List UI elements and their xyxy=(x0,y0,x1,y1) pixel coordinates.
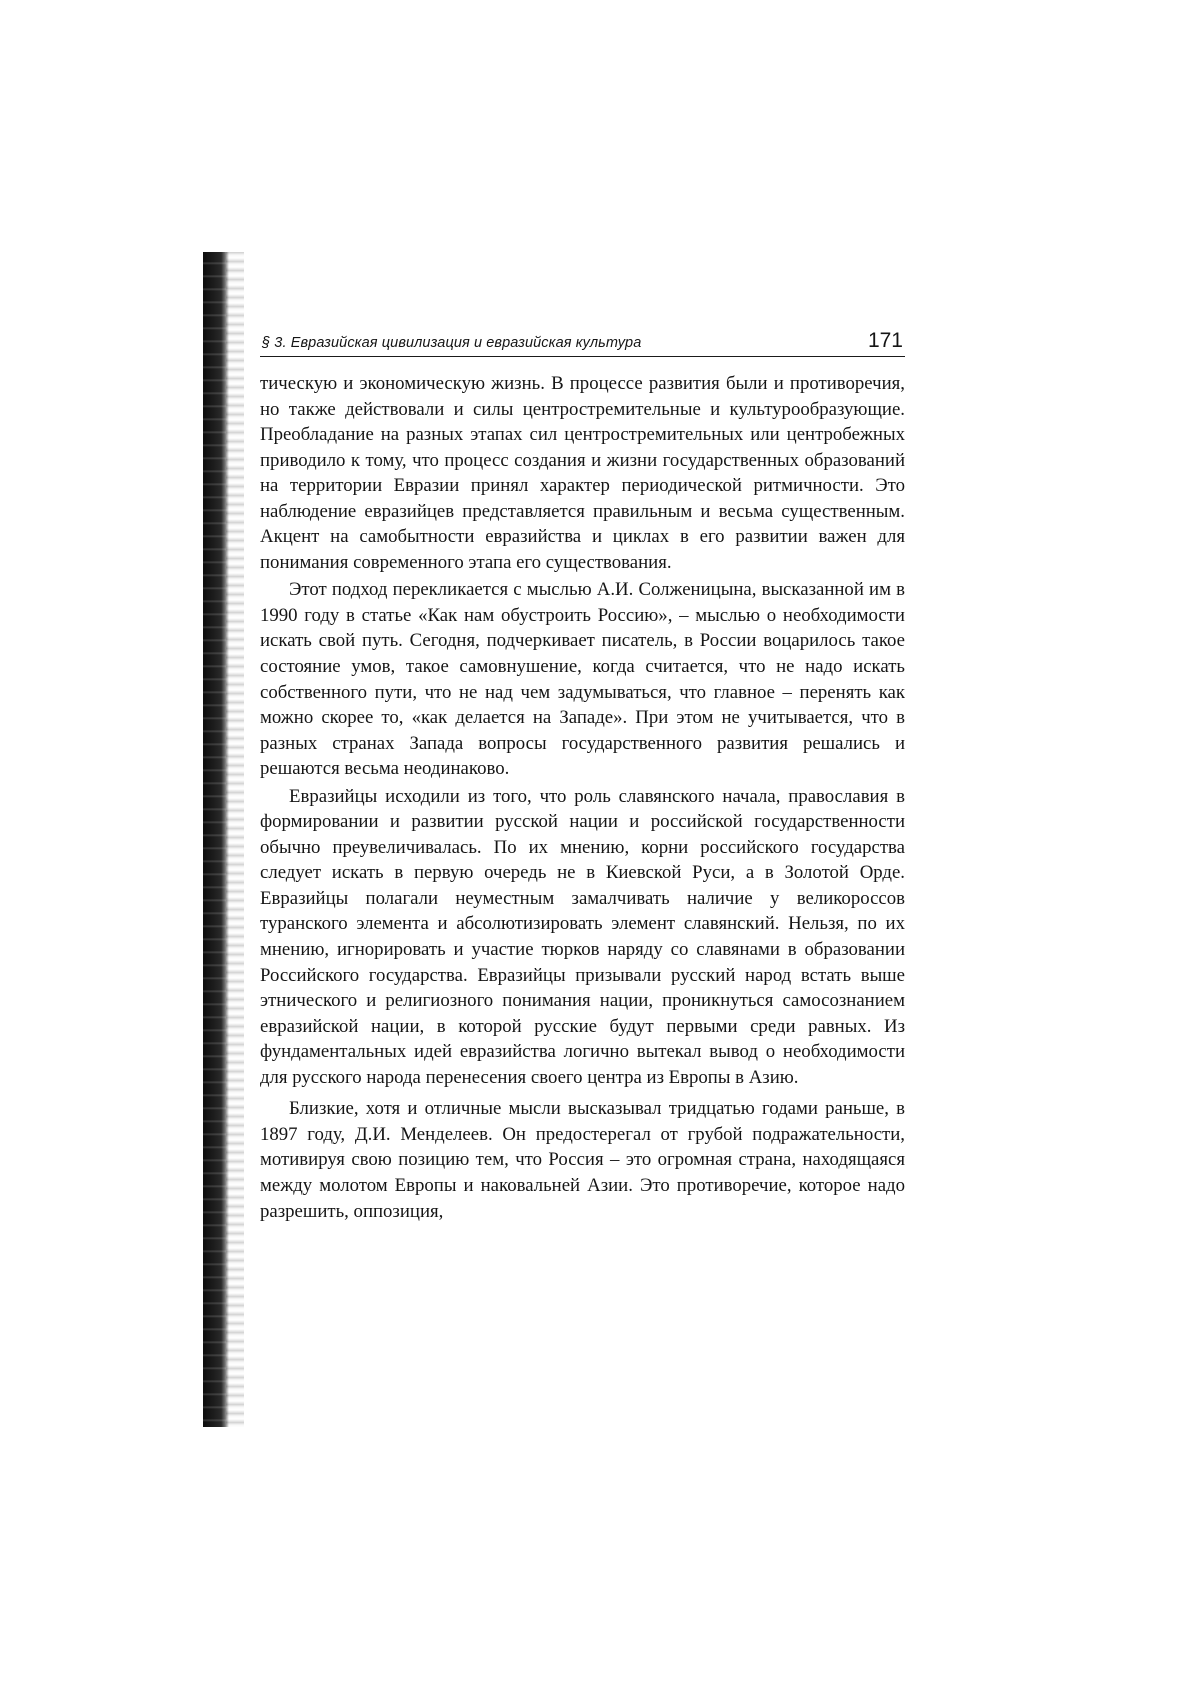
page-number: 171 xyxy=(867,329,903,352)
paragraph-4: Близкие, хотя и отличные мысли высказывал тридцатью годами раньше, в 1897 году, Д.И. Менделеев. Он предостерегал от грубой подражательности, мотивируя свою позицию тем, что Россия – это огромная страна, находящаяся между молотом Европы и наковальней Азии. Это противоречие, которое надо разрешить, оппозиция, xyxy=(260,1098,905,1222)
running-title: § 3. Евразийская цивилизация и евразийская культура xyxy=(262,335,642,351)
paragraph-1: тическую и экономическую жизнь. В процессе развития были и противоречия, но также действовали и силы центростремительные и культурообразующие. Преобладание на разных этапах сил центростремительных или центробежных приводило к тому, что процесс создания и жизни государственных образований на территории Евразии принял характер периодической ритмичности. Это наблюдение евразийцев представляется правильным и весьма существенным. Акцент на самобытности евразийства и циклах в его развитии важен для понимания современного этапа его существования. xyxy=(260,373,905,573)
scan-binding-fringe xyxy=(226,252,244,1427)
paragraph-3: Евразийцы исходили из того, что роль славянского начала, православия в формировании и развитии русской нации и российской государственности обычно преувеличивалась. По их мнению, корни российского государства следует искать в первую очередь не в Киевской Руси, а в Золотой Орде. Евразийцы полагали неуместным замалчивать наличие у великороссов туранского элемента и абсолютизировать элемент славянский. Нельзя, по их мнению, игнорировать и участие тюрков наряду со славянами в образовании Российского государства. Евразийцы призывали русский народ встать выше этнического и религиозного понимания нации, проникнуться самосознанием евразийской нации, в которой русские будут первыми среди равных. Из фундаментальных идей евразийства логично вытекал вывод о необходимости для русского народа перенесения своего центра из Европы в Азию. xyxy=(260,785,905,1088)
book-page xyxy=(260,326,905,1226)
body-text xyxy=(260,371,905,1224)
paragraph-2: Этот подход перекликается с мыслью А.И. Солженицына, высказанной им в 1990 году в статье «Как нам обустроить Россию», – мыслью о необходимости искать свой путь. Сегодня, подчеркивает писатель, в России воцарилось такое состояние умов, такое самовнушение, когда считается, что не надо искать собственного пути, что не над чем задумываться, что главное – перенять как можно скорее то, «как делается на Западе». При этом не учитывается, что в разных странах Запада вопросы государственного развития решались и решаются весьма неодинаково. xyxy=(260,579,905,780)
running-header xyxy=(260,326,905,357)
